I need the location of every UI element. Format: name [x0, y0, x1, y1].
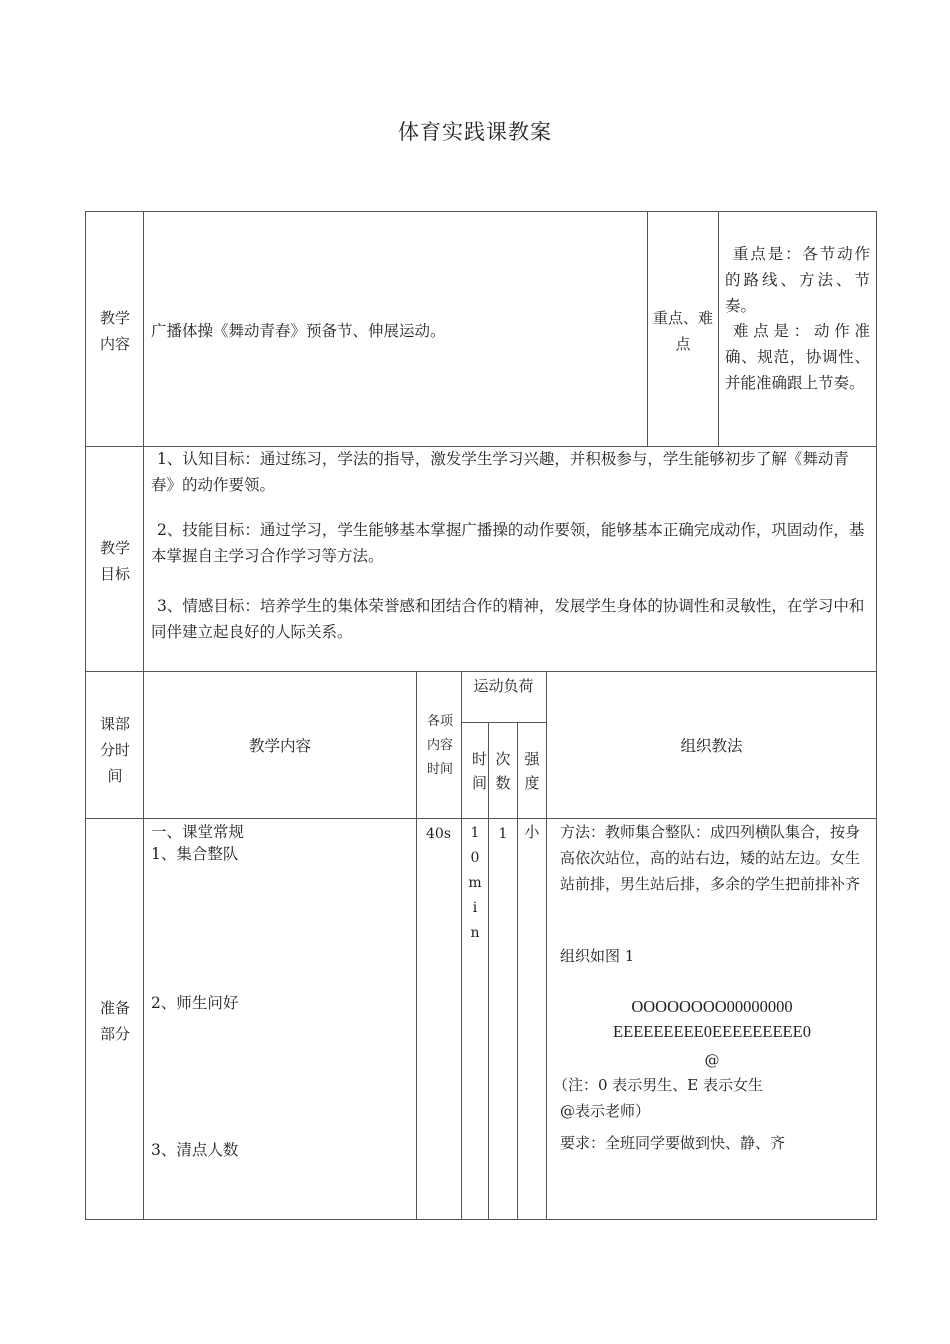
prep-item-greeting: 2、师生问好 [151, 994, 239, 1012]
row1-content: 广播体操《舞动青春》预备节、伸展运动。 [151, 322, 446, 340]
table-border-top [85, 211, 877, 212]
header-load-count: 次数 [495, 750, 511, 792]
lesson-plan-table [85, 211, 877, 1220]
load-time-char: n [470, 925, 480, 941]
focus-text: 重点是：各节动作的路线、方法、节奏。 [725, 245, 870, 315]
prep-load-count: 1 [498, 826, 508, 842]
prep-load-intensity: 小 [524, 823, 540, 841]
header-method: 组织教法 [680, 737, 743, 755]
goal-2: 2、技能目标：通过学习，学生能够基本掌握广播操的动作要领，能够基本正确完成动作，巩固动作，基本掌握自主学习合作学习等方法。 [151, 521, 865, 565]
difficulty-text: 难点是：动作准确、规范，协调性、并能准确跟上节奏。 [725, 322, 870, 392]
row1-divider-b [718, 211, 719, 446]
prep-item-time: 40s [426, 826, 451, 842]
teacher-mark: @ [704, 1051, 720, 1069]
row2-bottom [85, 671, 877, 672]
goal-1: 1、认知目标：通过练习，学法的指导，激发学生学习兴趣，并积极参与，学生能够初步了解《舞动青春》的动作要领。 [151, 450, 849, 494]
figure-caption: 组织如图 1 [560, 947, 635, 965]
load-col-divider-2 [517, 722, 518, 1220]
prep-label: 准备部分 [99, 999, 130, 1043]
formation-note-1: （注：0 表示男生、E 表示女生 [553, 1076, 764, 1094]
header-load-intensity: 强度 [524, 750, 540, 792]
prep-requirement: 要求：全班同学要做到快、静、齐 [560, 1134, 786, 1152]
load-header-divider [461, 722, 546, 723]
goal-3: 3、情感目标：培养学生的集体荣誉感和团结合作的精神，发展学生身体的协调性和灵敏性，在学习中和同伴建立起良好的人际关系。 [151, 597, 865, 641]
header-load: 运动负荷 [473, 677, 534, 695]
row1-divider-a [647, 211, 648, 446]
row1-label: 教学内容 [99, 309, 130, 353]
label-column-divider [143, 211, 144, 1220]
page-title: 体育实践课教案 [398, 120, 552, 144]
prep-item-rollcall: 3、清点人数 [151, 1141, 239, 1159]
table-border-left [85, 211, 86, 1220]
focus-label: 重点、难点 [653, 309, 714, 353]
header-load-time: 时间 [472, 750, 488, 792]
load-time-char: 0 [470, 850, 480, 866]
load-col-divider-1 [488, 722, 489, 1220]
load-time-char: i [472, 900, 478, 916]
load-time-char: 1 [470, 825, 480, 841]
header-part-time: 课部分时间 [99, 715, 130, 785]
prep-method: 方法：教师集合整队：成四列横队集合，按身高依次站位，高的站右边，矮的站左边。女生站前排，男生站后排，多余的学生把前排补齐 [560, 823, 861, 893]
formation-note-2: @表示老师） [560, 1102, 651, 1120]
load-time-char: m [468, 875, 482, 891]
table-border-bottom [85, 1219, 877, 1220]
row2-label: 教学目标 [99, 539, 130, 583]
header-content: 教学内容 [248, 737, 311, 755]
prep-item-assemble: 1、集合整队 [151, 845, 239, 863]
formation-row-1: OOOOOOOO00000000 [631, 997, 793, 1016]
header-item-time: 各项内容时间 [426, 714, 453, 777]
prep-item-routine: 一、课堂常规 [151, 823, 245, 841]
formation-row-2: EEEEEEEEE0EEEEEEEEE0 [613, 1022, 811, 1041]
prep-load-time [462, 821, 488, 946]
